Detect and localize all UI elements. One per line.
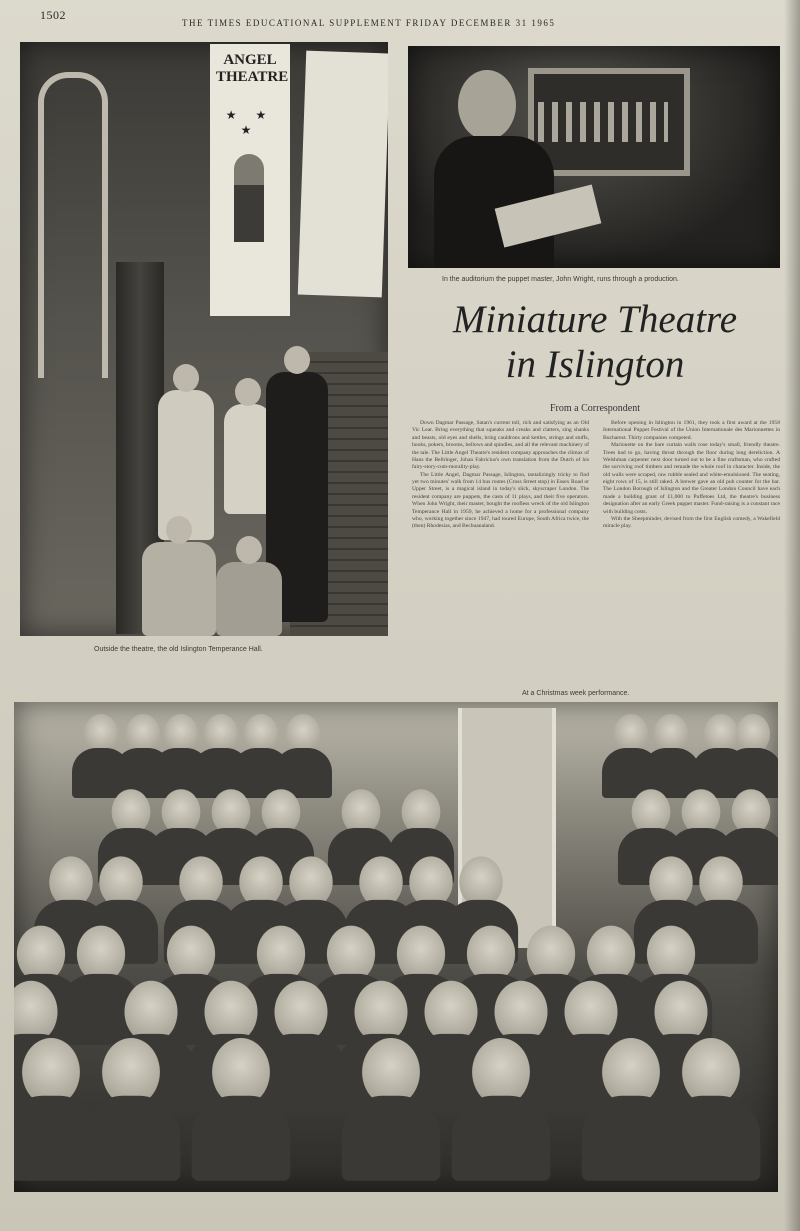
article-body [412,420,780,652]
paragraph: Before opening in Islington in 1961, they took a first award at the 1958 International Puppet Festival of the Union Internationale des Marionnettes in Bucharest. Thirty companies competed. [603,420,780,441]
audience-child [342,789,381,835]
audience-child [102,1038,160,1106]
paragraph: With the Sheepminder, devised from the first English comedy, a Wakefield miracle play. [603,515,780,530]
article-column-left [412,420,589,652]
audience-child [632,789,671,835]
audience-child [112,789,151,835]
audience-child [587,926,635,983]
puppet-figures [538,102,668,142]
puppet-master-head [458,70,516,140]
sign-stars: ★ ★ ★ [225,108,275,137]
audience-child [682,1038,740,1106]
audience-child [472,1038,530,1106]
audience-child [359,856,403,907]
audience-child [84,714,118,754]
audience-child [649,856,693,907]
page-edge-shadow [784,0,800,1231]
angel-figure-drawing [234,154,264,264]
audience-child [164,714,198,754]
child-figure [216,562,282,636]
audience-child [699,856,743,907]
paragraph: Down Dagmar Passage, Satan's current toll, rich and satisfying as an Old Vic Lear. Bring everything that squeaks and creaks and clatters, sing shanks and beasts, old eyes and shells, bring cauldrons and kettles, strings and stuffs, hooks, pokers, brooms, bellows and spindles, and all the relevant machinery of the tale. The Little Angel Theatre's resident company approaches the climax of Hans the Bellringer, Johan Fabricius's own translation from the Dutch of his fairy-story-cum-morality-play. [412,420,589,471]
title-line-1: Miniature Theatre [452,298,738,341]
audience-child [654,981,707,1043]
audience-child [647,926,695,983]
audience-child [459,856,503,907]
audience-child [409,856,453,907]
audience-child [257,926,305,983]
article-column-right [603,420,780,652]
audience-photo [14,702,778,1192]
audience-child [239,856,283,907]
audience-child [654,714,688,754]
masthead: THE TIMES EDUCATIONAL SUPPLEMENT FRIDAY DECEMBER 31 1965 [182,18,556,28]
audience-child [736,714,770,754]
title-line-2: in Islington [505,342,685,386]
wall-poster [298,51,388,298]
exterior-photo-caption: Outside the theatre, the old Islington Temperance Hall. [94,646,263,653]
article-byline: From a Correspondent [550,403,640,414]
audience-child [327,926,375,983]
audience-child [286,714,320,754]
paragraph: Marionette on the bare curtain walls rose today's small, friendly theatre. Trees had to go, having thrust through the floor during long dereliction. A Welshman carpenter next door turned out to be a fine craftsman, who crafted the surviving roof timbers and remade the whole roof in character. Inside, the old walls were scraped, raw rubble sealed and white-emulsioned. The seating, eight rows of 15, is still raked. A brewer gave an old pub counter for the bar. The London Borough of Islington and the Greater London Council have each made a building grant of £1,000 to Puffetoes Ltd, the theatre's business designation after an early Greek puppet master. Fund-raising is a constant race with building costs. [603,442,780,515]
audience-child [564,981,617,1043]
audience-child [244,714,278,754]
audience-child [99,856,143,907]
audience-child [424,981,477,1043]
audience-child [704,714,738,754]
audience-child [167,926,215,983]
audience-child [397,926,445,983]
audience-child [126,714,160,754]
window-arch [38,72,108,378]
paragraph: The Little Angel, Dagmar Passage, Islington, tantalizingly tricky to find yet two minutes' walk from 14 bus routes (Cross Street stop) in Essex Road or Upper Street, is a magical island in today's slick, skyscraper London. The resident company are puppets, the casts of 11 plays, and their five operators. When John Wright, their master, bought the roofless wreck of the old Islington Temperance Hall in 1959, he achieved a home for a professional company who, working together since 1947, had toured Europe, South Africa twice, the (then) Rhodesias, and Bechuanaland. [412,471,589,530]
audience-child [602,1038,660,1106]
audience-child [204,714,238,754]
audience-child [262,789,301,835]
audience-child [614,714,648,754]
child-figure [142,542,216,636]
sign-text: ANGEL THEATRE [216,52,289,86]
child-figure [224,404,272,514]
audience-child [22,1038,80,1106]
audience-child [17,926,65,983]
audience-child [494,981,547,1043]
audience-child [49,856,93,907]
puppet-master-photo [408,46,780,268]
audience-child [179,856,223,907]
audience-child [77,926,125,983]
audience-child [274,981,327,1043]
audience-child [354,981,407,1043]
audience-child [212,789,251,835]
audience-child [162,789,201,835]
audience-child [289,856,333,907]
audience-child [527,926,575,983]
audience-child [212,1038,270,1106]
audience-child [204,981,257,1043]
audience-child [732,789,771,835]
page-number: 1502 [40,8,66,22]
article-title [410,298,780,388]
audience-child [362,1038,420,1106]
audience-child [402,789,441,835]
audience-child [467,926,515,983]
angel-theatre-sign [210,44,290,316]
audience-photo-caption: At a Christmas week performance. [522,690,630,697]
audience-child [124,981,177,1043]
puppet-photo-caption: In the auditorium the puppet master, John Wright, runs through a production. [442,276,679,283]
audience-child [682,789,721,835]
theatre-exterior-photo [20,42,388,636]
